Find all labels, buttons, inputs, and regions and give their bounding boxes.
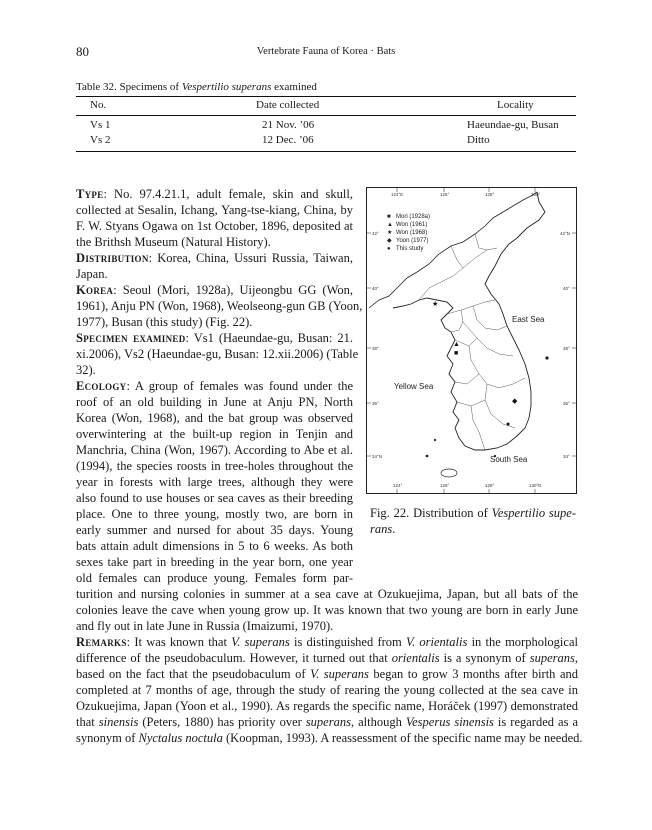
table-header-no: No.: [90, 99, 107, 111]
text-line: Ecology: A group of females was found under the: [76, 379, 353, 393]
legend-symbol: ★: [387, 230, 393, 236]
table-bottom-rule: [76, 151, 576, 152]
text-line: Ozukuejima, Japan (Yoon et al., 1990). As regards the specific name, Horáček (1997) demonstrated: [76, 699, 578, 713]
ecology-label: Ecology: [76, 379, 127, 393]
text-line: also found to use houses or sea caves as their breeding: [76, 491, 353, 505]
table-header-date: Date collected: [256, 99, 320, 111]
table-caption-prefix: Table 32. Specimens of: [76, 81, 182, 93]
text-line: the Brithsh Museum (Natural History).: [76, 235, 271, 249]
lat-tick: 42°N: [560, 231, 571, 236]
figure-caption-line: Fig. 22. Distribution of Vespertilio supe-: [370, 506, 576, 520]
text-line: year in forests with large trees, although they were: [76, 475, 353, 489]
table-caption-suffix: examined: [271, 81, 317, 93]
text-line: Korea: Seoul (Mori, 1928a), Uijeongbu GG (Won,: [76, 283, 353, 297]
legend-label: Won (1961): [396, 222, 428, 228]
lat-tick: 36°: [372, 401, 379, 406]
east-sea-label: East Sea: [512, 315, 545, 324]
figure-caption: [370, 505, 576, 537]
table-caption: [76, 81, 317, 93]
table-cell: Haeundae-gu, Busan: [467, 119, 559, 131]
table-cell: 12 Dec. ’06: [262, 134, 314, 146]
distribution-label: Distribution: [76, 251, 149, 265]
text-line: F. W. Styans Ogawa on 1st October, 1896, deposited at: [76, 219, 353, 233]
text-line: and fly out in late June in Russia (Imaizumi, 1970).: [76, 619, 334, 633]
figure-caption-line: rans.: [370, 522, 396, 537]
text-line: roof of an old building in June at Anju PN, North: [76, 395, 353, 409]
text-line: (1994), the species roosts in tree-holes throughout the: [76, 459, 353, 473]
table-header-rule: [76, 115, 576, 116]
won-1968-marker: ★: [432, 301, 439, 308]
won-1961-marker: ▲: [453, 341, 460, 348]
text-line: Manchria, China (Won, 1967). According to Abe et al.: [76, 443, 353, 457]
text-line: old females can produce young. Females form par-: [76, 571, 353, 585]
table-top-rule: [76, 96, 576, 97]
northern-border: [369, 192, 537, 308]
text-line: 1961), Anju PN (Won, 1968), Weolseong-gun GB (Yoon,: [76, 299, 363, 313]
text-line: collected at Sesalin, Ichang, Yang-tse-kiang, China, by: [76, 203, 353, 217]
specimen-label: Specimen examined: [76, 331, 186, 345]
islands: [426, 357, 548, 477]
text-line: based on the fact that the pseudobaculum of V. superans began to grow 3 months after birth and: [76, 667, 578, 681]
legend-symbol: ●: [387, 246, 391, 252]
table-cell: Vs 2: [90, 134, 111, 146]
type-label: Type: [76, 187, 104, 201]
lat-tick: 42°: [372, 231, 379, 236]
yoon-1977-marker: ◆: [512, 398, 518, 405]
text-line: colonies leave the cave when young grow up. It was known that two young are born in early June: [76, 603, 578, 617]
table-cell: 21 Nov. ’06: [262, 119, 315, 131]
legend-symbol: ■: [387, 214, 391, 220]
text-line: sexes take part in breeding in the year born, one year: [76, 555, 353, 569]
text-line: overwintering at the built-up region in Tenjin and: [76, 427, 353, 441]
lon-tick: 124°E: [391, 192, 404, 197]
table-cell: Vs 1: [90, 119, 111, 131]
text-line: completed at 7 months of age, through the study of rearing the young collected at the sea cave in: [76, 683, 578, 697]
province-boundaries: [419, 234, 525, 450]
lon-tick: 126°: [440, 192, 450, 197]
text-line: Japan.: [76, 267, 108, 281]
map-legend: [387, 214, 430, 252]
lon-tick: 128°: [485, 483, 495, 488]
text-line: place. One to three young, mostly two, are born in: [76, 507, 353, 521]
legend-symbol: ▲: [387, 222, 393, 228]
distribution-map: [366, 187, 577, 494]
text-line: Distribution: Korea, China, Ussuri Russia, Taiwan,: [76, 251, 353, 265]
text-line: synonym of Nyctalus noctula (Koopman, 1993). A reassessment of the specific name may be needed.: [76, 731, 583, 745]
text-line: 1977), Busan (this study) (Fig. 22).: [76, 315, 253, 329]
lat-tick: 36°: [563, 401, 570, 406]
text-line: that sinensis (Peters, 1880) has priority over superans, although Vesperus sinensis is regarded as a: [76, 715, 578, 729]
running-title: Vertebrate Fauna of Korea · Bats: [256, 46, 396, 57]
text-line: xi.2006), Vs2 (Haeundae-gu, Busan: 12.xii.2006) (Table: [76, 347, 359, 361]
table-header-locality: Locality: [497, 99, 534, 111]
mori-1928a-marker: ■: [454, 350, 459, 357]
korea-label: Korea: [76, 283, 114, 297]
lon-tick: 130°E: [529, 483, 542, 488]
legend-symbol: ◆: [387, 238, 392, 244]
lat-tick: 34°N: [372, 454, 383, 459]
lon-tick: 128°: [485, 192, 495, 197]
lon-tick: 126°: [440, 483, 450, 488]
text-line: turition and nursing colonies in summer at a sea cave at Ozukuejima, Japan, but all bats of the: [76, 587, 578, 601]
legend-label: This study: [396, 246, 424, 252]
lon-tick: 130°: [531, 192, 541, 197]
lat-tick: 40°: [372, 286, 379, 291]
text-line: difference of the pseudobaculum. However, it turned out that orientalis is a synonym of superans,: [76, 651, 578, 665]
text-line: Type: No. 97.4.21.1, adult female, skin and skull,: [76, 187, 353, 201]
table-caption-species: Vespertilio superans: [181, 81, 272, 93]
text-line: Remarks: It was known that V. superans is distinguished from V. orientalis in the morphological: [76, 635, 578, 649]
text-line: early summer and nursed for about 35 days. Young: [76, 523, 353, 537]
this-study-marker: ●: [506, 421, 511, 428]
lat-tick: 38°: [372, 346, 379, 351]
lat-tick: 40°: [563, 286, 570, 291]
lat-tick: 34°: [563, 454, 570, 459]
legend-label: Won (1968): [396, 230, 428, 236]
south-sea-label: South Sea: [490, 455, 528, 464]
lat-tick: 38°: [563, 346, 570, 351]
page-number: 80: [76, 44, 89, 59]
map-svg: [367, 188, 576, 493]
legend-label: Mori (1928a): [396, 214, 431, 220]
text-line: Korea (Won, 1968), and the bat group was observed: [76, 411, 353, 425]
text-line: 32).: [76, 363, 96, 377]
text-line: bats attain adult dimensions in 5 to 6 weeks. As both: [76, 539, 353, 553]
lon-tick: 124°: [393, 483, 403, 488]
remarks-label: Remarks: [76, 635, 127, 649]
text-line: Specimen examined: Vs1 (Haeundae-gu, Busan: 21.: [76, 331, 353, 345]
table-cell: Ditto: [467, 134, 490, 146]
yellow-sea-label: Yellow Sea: [394, 382, 434, 391]
sea-labels: [394, 315, 545, 464]
legend-label: Yoon (1977): [396, 238, 429, 244]
